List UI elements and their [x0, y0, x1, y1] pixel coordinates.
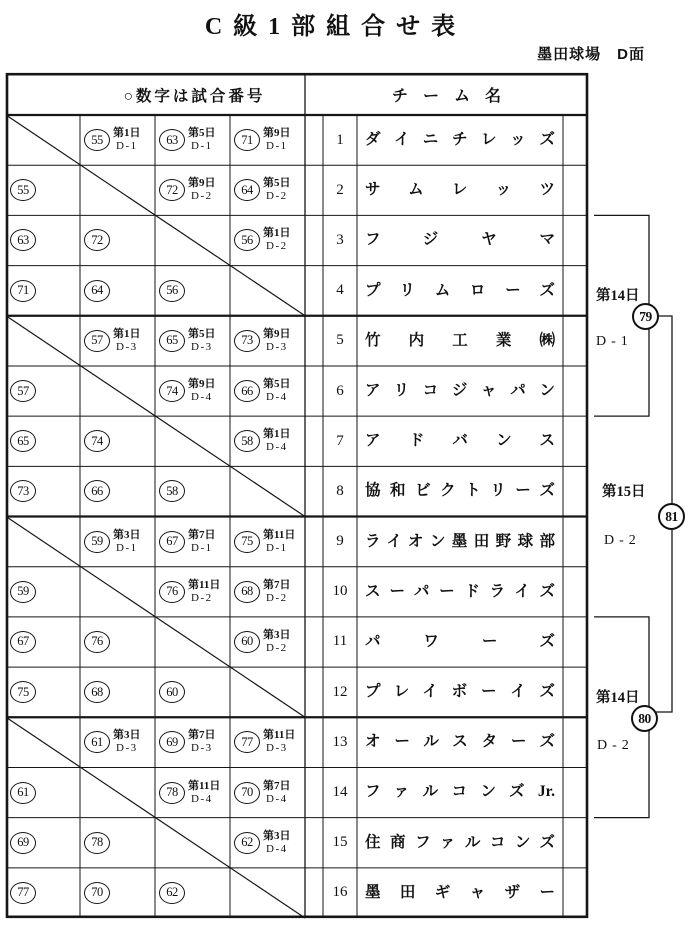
playoff-game-badge-79: 79: [632, 303, 659, 330]
match-number-badge: 56: [159, 280, 185, 302]
match-day-label: 第5日: [263, 378, 291, 391]
team-name: サムレッツ: [365, 181, 555, 199]
match-field-label: D-1: [266, 541, 288, 554]
match-cell: [10, 215, 36, 265]
match-cell: [159, 517, 216, 567]
match-number-badge: 76: [159, 581, 185, 603]
playoff-field-label-81: D-2: [604, 533, 641, 548]
match-schedule: [263, 729, 295, 755]
match-number-badge: 69: [10, 832, 36, 854]
match-field-label: D-3: [191, 742, 213, 755]
match-day-label: 第7日: [188, 528, 216, 541]
match-day-label: 第3日: [113, 528, 141, 541]
match-number-badge: 70: [234, 782, 260, 804]
team-number: 16: [332, 884, 348, 901]
playoff-game-badge-80: 80: [631, 705, 658, 732]
match-cell: [10, 165, 36, 215]
match-number-badge: 62: [159, 882, 185, 904]
match-cell: [159, 466, 185, 516]
match-cell: [10, 818, 36, 868]
team-number: 4: [336, 282, 344, 299]
team-number: 13: [332, 733, 348, 750]
match-schedule: [263, 629, 291, 655]
match-number-badge: 78: [84, 832, 110, 854]
match-schedule: [263, 378, 291, 404]
match-field-label: D-2: [191, 591, 213, 604]
match-cell: [84, 115, 141, 165]
match-field-label: D-4: [266, 792, 288, 805]
match-cell: [84, 717, 141, 767]
match-field-label: D-1: [116, 140, 138, 153]
match-cell: [10, 416, 36, 466]
match-cell: [159, 165, 216, 215]
match-day-label: 第3日: [263, 628, 291, 641]
match-number-badge: 57: [84, 330, 110, 352]
match-number-badge: 74: [84, 430, 110, 452]
playoff-day-label-80: 第14日: [596, 690, 640, 706]
match-number-badge: 62: [234, 832, 260, 854]
match-field-label: D-1: [266, 140, 288, 153]
match-number-badge: 64: [234, 179, 260, 201]
match-number-badge: 76: [84, 631, 110, 653]
team-number: 12: [332, 683, 348, 700]
match-number-badge: 73: [234, 330, 260, 352]
match-day-label: 第1日: [263, 428, 291, 441]
match-day-label: 第5日: [188, 127, 216, 140]
match-number-badge: 72: [84, 229, 110, 251]
match-day-label: 第9日: [188, 378, 216, 391]
match-field-label: D-1: [116, 541, 138, 554]
match-day-label: 第9日: [188, 177, 216, 190]
match-cell: [234, 215, 291, 265]
match-cell: [84, 316, 141, 366]
match-cell: [10, 567, 36, 617]
team-number: 3: [336, 231, 344, 248]
match-cell: [159, 366, 216, 416]
team-name: 協和ビクトリーズ: [365, 482, 555, 500]
match-schedule: [113, 328, 141, 354]
match-field-label: D-3: [116, 340, 138, 353]
match-day-label: 第5日: [188, 327, 216, 340]
match-day-label: 第3日: [263, 829, 291, 842]
match-number-badge: 55: [10, 179, 36, 201]
match-field-label: D-2: [266, 591, 288, 604]
match-number-badge: 64: [84, 280, 110, 302]
match-day-label: 第11日: [188, 779, 221, 792]
match-schedule: [263, 830, 291, 856]
match-schedule: [188, 328, 216, 354]
match-day-label: 第9日: [263, 127, 291, 140]
match-number-badge: 71: [10, 280, 36, 302]
match-schedule: [263, 529, 295, 555]
match-number-badge: 60: [159, 681, 185, 703]
team-number: 6: [336, 382, 344, 399]
match-schedule: [263, 328, 291, 354]
team-number: 10: [332, 583, 348, 600]
match-field-label: D-4: [266, 391, 288, 404]
match-field-label: D-4: [266, 842, 288, 855]
match-day-label: 第3日: [113, 729, 141, 742]
match-field-label: D-3: [266, 742, 288, 755]
match-field-label: D-4: [266, 441, 288, 454]
match-number-badge: 68: [234, 581, 260, 603]
match-field-label: D-3: [116, 742, 138, 755]
match-number-badge: 59: [84, 531, 110, 553]
match-day-label: 第11日: [188, 578, 221, 591]
match-number-badge: 61: [10, 782, 36, 804]
match-cell: [159, 266, 185, 316]
match-number-badge: 55: [84, 129, 110, 151]
match-field-label: D-2: [266, 641, 288, 654]
match-cell: [234, 717, 295, 767]
team-number: 11: [332, 633, 348, 650]
team-name: ファルコンズJr.: [365, 783, 555, 801]
match-cell: [234, 115, 291, 165]
match-number-badge: 78: [159, 782, 185, 804]
team-name: オールスターズ: [365, 733, 555, 751]
match-number-badge: 74: [159, 380, 185, 402]
match-cell: [234, 617, 291, 667]
match-number-badge: 77: [10, 882, 36, 904]
match-schedule: [263, 428, 291, 454]
match-cell: [234, 366, 291, 416]
match-number-badge: 69: [159, 731, 185, 753]
match-number-badge: 63: [10, 229, 36, 251]
team-name: 竹内工業㈱: [365, 331, 555, 349]
match-field-label: D-1: [191, 541, 213, 554]
team-name: 墨田ギャザー: [365, 883, 555, 901]
match-number-badge: 61: [84, 731, 110, 753]
match-number-badge: 57: [10, 380, 36, 402]
match-cell: [159, 868, 185, 918]
match-number-badge: 72: [159, 179, 185, 201]
match-schedule: [263, 127, 291, 153]
match-cell: [84, 818, 110, 868]
match-number-badge: 65: [10, 430, 36, 452]
match-number-badge: 67: [10, 631, 36, 653]
match-number-badge: 73: [10, 480, 36, 502]
match-field-label: D-4: [191, 391, 213, 404]
match-schedule: [188, 378, 216, 404]
match-field-label: D-2: [191, 190, 213, 203]
match-number-legend: ○数字は試合番号: [123, 87, 266, 105]
playoff-day-label-81: 第15日: [602, 484, 646, 500]
match-day-label: 第1日: [113, 127, 141, 140]
match-number-badge: 58: [234, 430, 260, 452]
match-schedule: [113, 729, 141, 755]
match-field-label: D-3: [191, 340, 213, 353]
match-number-badge: 60: [234, 631, 260, 653]
team-name: アリコジャパン: [365, 381, 555, 399]
match-cell: [84, 266, 110, 316]
match-schedule: [188, 579, 220, 605]
match-schedule: [188, 177, 216, 203]
match-schedule: [113, 529, 141, 555]
match-number-badge: 65: [159, 330, 185, 352]
team-name: フジヤマ: [365, 231, 555, 249]
team-number: 2: [336, 181, 344, 198]
match-cell: [84, 416, 110, 466]
match-field-label: D-4: [191, 792, 213, 805]
playoff-game-badge-81: 81: [658, 503, 685, 530]
team-number: 1: [336, 131, 344, 148]
match-number-badge: 56: [234, 229, 260, 251]
match-cell: [10, 266, 36, 316]
match-schedule: [263, 177, 291, 203]
team-name: アドバンス: [365, 432, 555, 450]
page-title: C級1部組合せ表: [204, 14, 467, 40]
match-cell: [10, 667, 36, 717]
match-schedule: [188, 780, 220, 806]
match-field-label: D-2: [266, 240, 288, 253]
match-cell: [84, 667, 110, 717]
match-cell: [10, 868, 36, 918]
match-cell: [159, 115, 216, 165]
match-day-label: 第5日: [263, 177, 291, 190]
match-schedule: [188, 529, 216, 555]
match-schedule: [188, 729, 216, 755]
match-cell: [10, 366, 36, 416]
team-number: 14: [332, 784, 348, 801]
match-cell: [10, 767, 36, 817]
match-cell: [234, 818, 291, 868]
team-name: プレイボーイズ: [365, 683, 555, 701]
match-day-label: 第7日: [263, 578, 291, 591]
match-day-label: 第1日: [263, 227, 291, 240]
team-name: ダイニチレッズ: [365, 131, 555, 148]
match-number-badge: 75: [10, 681, 36, 703]
match-number-badge: 59: [10, 581, 36, 603]
match-schedule: [263, 780, 291, 806]
match-cell: [234, 316, 291, 366]
team-name: スーパードライズ: [365, 582, 555, 600]
match-schedule: [263, 227, 291, 253]
match-number-badge: 77: [234, 731, 260, 753]
match-number-badge: 66: [234, 380, 260, 402]
match-cell: [234, 567, 291, 617]
match-cell: [10, 617, 36, 667]
match-day-label: 第7日: [188, 729, 216, 742]
match-cell: [234, 517, 295, 567]
match-cell: [84, 868, 110, 918]
match-field-label: D-3: [266, 340, 288, 353]
match-cell: [159, 667, 185, 717]
match-day-label: 第1日: [113, 327, 141, 340]
match-cell: [159, 767, 220, 817]
match-cell: [159, 316, 216, 366]
match-cell: [159, 567, 220, 617]
team-number: 7: [336, 432, 344, 449]
venue-label: 墨田球場 D面: [537, 46, 645, 63]
team-number: 8: [336, 482, 344, 499]
match-number-badge: 70: [84, 882, 110, 904]
match-schedule: [188, 127, 216, 153]
playoff-field-label-80: D-2: [597, 738, 634, 753]
match-number-badge: 67: [159, 531, 185, 553]
match-number-badge: 63: [159, 129, 185, 151]
match-cell: [84, 466, 110, 516]
team-number: 9: [336, 533, 344, 550]
match-cell: [159, 717, 216, 767]
match-day-label: 第9日: [263, 327, 291, 340]
match-day-label: 第11日: [263, 528, 296, 541]
match-cell: [234, 416, 291, 466]
match-number-badge: 66: [84, 480, 110, 502]
team-name: ライオン墨田野球部: [365, 532, 555, 550]
match-number-badge: 68: [84, 681, 110, 703]
match-cell: [10, 466, 36, 516]
match-day-label: 第7日: [263, 779, 291, 792]
match-day-label: 第11日: [263, 729, 296, 742]
match-cell: [84, 617, 110, 667]
match-cell: [234, 165, 291, 215]
match-field-label: D-1: [191, 140, 213, 153]
team-name: プリムローズ: [365, 281, 555, 299]
match-number-badge: 75: [234, 531, 260, 553]
team-name: パワーズ: [365, 632, 555, 650]
match-number-badge: 58: [159, 480, 185, 502]
match-number-badge: 71: [234, 129, 260, 151]
match-schedule: [113, 127, 141, 153]
playoff-field-label-79: D-1: [596, 334, 633, 349]
team-name: 住商ファルコンズ: [365, 833, 555, 851]
match-cell: [84, 215, 110, 265]
match-schedule: [263, 579, 291, 605]
team-name-header: チーム名: [391, 88, 516, 105]
team-number: 5: [336, 332, 344, 349]
match-cell: [234, 767, 291, 817]
playoff-day-label-79: 第14日: [596, 288, 640, 304]
match-cell: [84, 517, 141, 567]
team-number: 15: [332, 834, 348, 851]
match-field-label: D-2: [266, 190, 288, 203]
